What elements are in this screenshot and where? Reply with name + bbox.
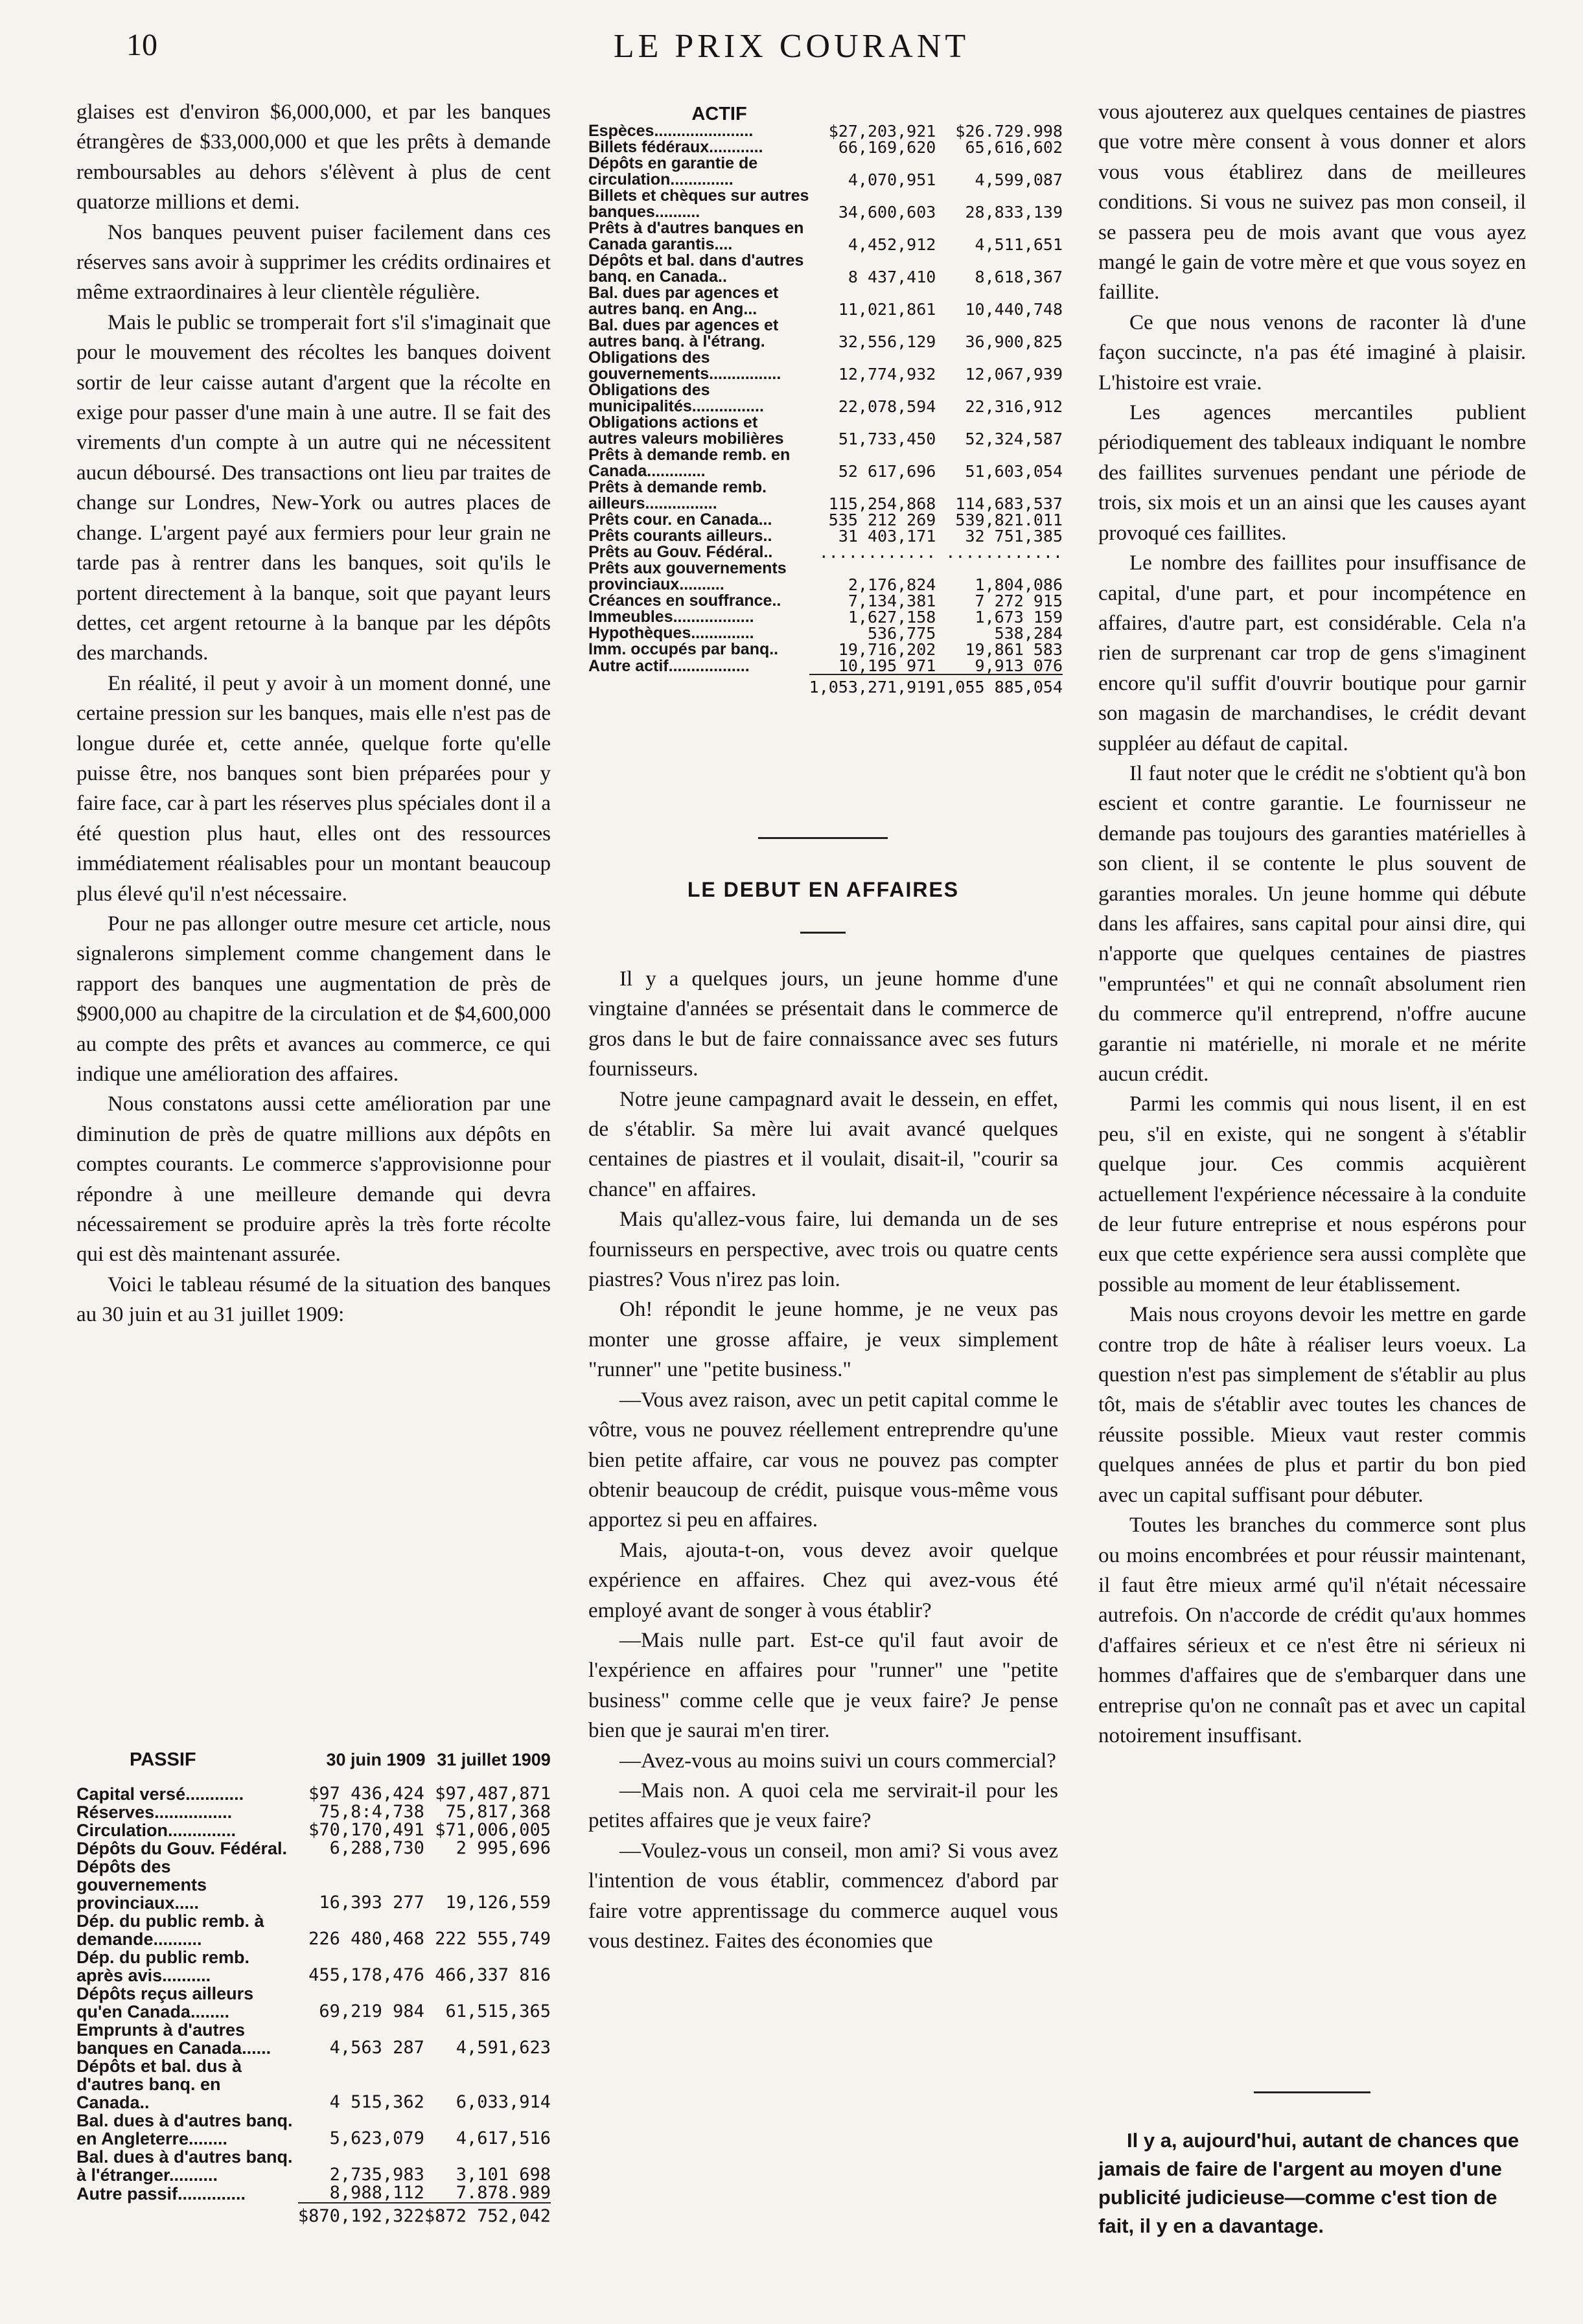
row-value-2: 8,618,367: [975, 268, 1063, 286]
paragraph: Voici le tableau résumé de la situation des banques au 30 juin et au 31 juillet 1909:: [76, 1272, 551, 1327]
table-row: [76, 1858, 551, 1912]
passif-col-1-header: 30 juin 1909: [326, 1750, 426, 1769]
row-value-2: 28,833,139: [965, 203, 1063, 222]
row-value-2: 7.878.989: [456, 2183, 551, 2203]
row-label: Dépôts et bal. dans d'autres banq. en Canada..: [588, 251, 804, 286]
row-value-1: 4 515,362: [329, 2092, 424, 2112]
row-value-1: 2,176,824: [848, 575, 936, 594]
row-value-2: 61,515,365: [445, 2001, 551, 2021]
row-label: Bal. dues à d'autres banq. en Angleterre........: [76, 2111, 293, 2148]
table-row: [76, 1985, 551, 2021]
row-label: Bal. dues par agences et autres banq. à l'étrang.: [588, 316, 779, 351]
row-value-2: 22,316,912: [965, 397, 1063, 416]
paragraph: Toutes les branches du commerce sont plus ou moins encombrées et pour réussir maintenant, il faut être mieux armé qu'il n'était nécessaire autrefois. On n'accorde de crédit qu'aux hommes d'affaires sérieux et ce n'est être ni sérieux ni hommes d'affaires que de s'embarquer dans une entreprise qu'on ne connaît pas et avec un capital notoirement insuffisant.: [1098, 1513, 1526, 1747]
table-row: [588, 382, 1063, 415]
total-value-2: 1,055 885,054: [936, 674, 1063, 695]
row-value-1: 19,716,202: [838, 640, 936, 659]
row-value-1: 11,021,861: [838, 300, 936, 319]
row-value-2: 4,511,651: [975, 235, 1063, 254]
column-left: [76, 97, 551, 1330]
paragraph: Mais nous croyons devoir les mettre en garde contre trop de hâte à réaliser leurs voeux. La question n'est pas simplement de s'établir au plus tôt, mais de s'établir avec toutes les chances de réussite possible. Mieux vaut rester commis quelques années de plus et partir du bon pied avec un capital suffisant pour débuter.: [1098, 1303, 1526, 1507]
paragraph: —Mais non. A quoi cela me servirait-il pour les petites affaires que je veux faire?: [588, 1778, 1058, 1833]
row-value-1: 22,078,594: [838, 397, 936, 416]
table-row: [588, 658, 1063, 674]
row-value-1: 69,219 984: [319, 2001, 424, 2021]
paragraph: Oh! répondit le jeune homme, je ne veux pas monter une grosse affaire, je veux simplement "runner" une "petite business.": [588, 1298, 1058, 1382]
divider: [800, 932, 846, 934]
column-right: [1098, 97, 1526, 1751]
table-row: [588, 415, 1063, 447]
row-value-1: 4,070,951: [848, 170, 936, 189]
table-row: [588, 512, 1063, 528]
row-value-1: 12,774,932: [838, 365, 936, 384]
table-row: [76, 2184, 551, 2203]
paragraph: Mais le public se tromperait fort s'il s'imaginait que pour le mouvement des récoltes les banques doivent sortir de leur caisse autant d'argent que la récolte en exige pour passer d'une main à une autre. Il se fait des virements d'un compte à un autre qui ne nécessitent aucun déboursé. Des transactions ont lieu par traites de change sur Londres, New-York ou autres places de change. L'argent payé aux fermiers pour leur grain ne tarde pas à rentrer dans les banques, soit qu'ils le portent directement à la banque, soit que payant leurs dettes, cet argent retourne à la banque par les dépôts des marchands.: [76, 310, 551, 665]
row-value-1: 51,733,450: [838, 430, 936, 448]
row-label: Billets et chèques sur autres banques..........: [588, 187, 809, 221]
table-row: [588, 528, 1063, 544]
table-row: [588, 544, 1063, 560]
table-row: [588, 560, 1063, 593]
row-value-2: 4,599,087: [975, 170, 1063, 189]
table-row: [76, 2111, 551, 2148]
row-value-2: 4,617,516: [456, 2128, 551, 2148]
row-value-2: 75,817,368: [445, 1802, 551, 1822]
row-label: Dép. du public remb. à demande..........: [76, 1911, 264, 1949]
row-value-1: 5,623,079: [329, 2128, 424, 2148]
page-title: LE PRIX COURANT: [613, 28, 970, 65]
row-value-2: 9,913 076: [975, 656, 1063, 675]
table-row: [76, 1839, 551, 1858]
paragraph: Les agences mercantiles publient périodiquement des tableaux indiquant le nombre des faillites survenues pendant une période de trois, six mois et un an ainsi que les causes ayant provoqué ces faillites.: [1098, 401, 1526, 545]
table-row: [588, 220, 1063, 253]
paragraph: vous ajouterez aux quelques centaines de piastres que votre mère consent à vous donner et alors vous vous établirez dans de meilleures conditions. Si vous ne suivez pas mon conseil, il se passera peu de mois avant que vous ayez mangé le gain de votre mère et que vous soyez en faillite.: [1098, 100, 1526, 305]
row-value-1: 7,134,381: [848, 592, 936, 610]
divider: [758, 837, 888, 839]
row-label: Immeubles..................: [588, 608, 754, 626]
row-value-1: 2,735,983: [329, 2165, 424, 2185]
table-row: [588, 123, 1063, 139]
table-row: [588, 625, 1063, 641]
paragraph: Notre jeune campagnard avait le dessein, en effet, de s'établir. Sa mère lui avait avancé quelques centaines de piastres et il voulait, disait-il, "courir sa chance" en affaires.: [588, 1087, 1058, 1201]
paragraph: Il y a quelques jours, un jeune homme d'une vingtaine d'années se présentait dans le commerce de gros dans le but de faire connaissance avec ses futurs fournisseurs.: [588, 967, 1058, 1081]
row-label: Bal. dues par agences et autres banq. en Ang...: [588, 284, 779, 318]
row-value-2: 19,126,559: [445, 1893, 551, 1913]
row-value-2: 1,673 159: [975, 608, 1063, 627]
row-value-1: 4,452,912: [848, 235, 936, 254]
paragraph: Pour ne pas allonger outre mesure cet article, nous signalerons simplement comme changement dans le rapport des banques une augmentation de près de $900,000 au chapitre de la circulation et de $4,600,000 au compte des prêts et avances au commerce, ce qui indique une amélioration des affaires.: [76, 912, 551, 1086]
row-label: Obligations des municipalités................: [588, 381, 764, 415]
row-value-1: 6,288,730: [329, 1838, 424, 1858]
row-value-2: $26.729.998: [955, 122, 1063, 141]
article-heading: LE DEBUT EN AFFAIRES: [687, 878, 960, 901]
row-label: Capital versé............: [76, 1784, 244, 1804]
row-value-2: 51,603,054: [965, 462, 1063, 481]
page-number: 10: [126, 28, 157, 62]
row-label: Prêts aux gouvernements provinciaux..........: [588, 559, 787, 593]
row-value-1: 10,195 971: [838, 656, 936, 675]
table-total-row: [588, 674, 1063, 695]
table-row: [76, 1912, 551, 1948]
row-value-2: 12,067,939: [965, 365, 1063, 384]
table-row: [588, 479, 1063, 512]
row-label: Dép. du public remb. après avis..........: [76, 1948, 250, 1985]
row-value-2: $97,487,871: [435, 1784, 551, 1804]
row-value-2: 36,900,825: [965, 332, 1063, 351]
passif-title: PASSIF: [130, 1749, 196, 1770]
advertisement-notice: [1098, 2126, 1526, 2240]
row-value-1: ............: [818, 543, 936, 562]
total-label-spacer: [76, 2203, 298, 2226]
row-value-1: 536,775: [867, 624, 936, 643]
row-value-2: 32 751,385: [965, 527, 1063, 546]
table-row: [588, 317, 1063, 350]
row-value-1: 75,8:4,738: [319, 1802, 424, 1822]
paragraph: Mais, ajouta-t-on, vous devez avoir quelque expérience en affaires. Chez qui avez-vous été employé avant de songer à vous établir?: [588, 1538, 1058, 1622]
row-label: Dépôts des gouvernements provinciaux.....: [76, 1857, 207, 1913]
row-label: Prêts à d'autres banques en Canada garantis....: [588, 219, 804, 253]
paragraph: Il faut noter que le crédit ne s'obtient qu'à bon escient et contre garantie. Le fournisseur ne demande pas toujours des garanties matérielles à son client, il se contente le plus souvent de garanties morales. Un jeune homme qui débute dans les affaires, sans capital pour ainsi dire, qui n'apporte que quelques centaines de piastres "empruntées" et qui ne connaît absolument rien du commerce qu'il entreprend, n'offre aucune garantie ni matérielle, ni morale et ne mérite aucun crédit.: [1098, 761, 1526, 1086]
closing-text: Il y a, aujourd'hui, autant de chances que jamais de faire de l'argent au moyen d'une publicité judicieuse—comme c'est tion de fait, il y en a davantage.: [1098, 2129, 1519, 2237]
row-value-1: 16,393 277: [319, 1893, 424, 1913]
paragraph: glaises est d'environ $6,000,000, et par les banques étrangères de $33,000,000 et que les prêts à demande remboursables au dehors s'élèvent à plus de cent quatorze millions et demi.: [76, 100, 551, 214]
row-value-1: 32,556,129: [838, 332, 936, 351]
row-value-1: $27,203,921: [828, 122, 936, 141]
row-value-1: 52 617,696: [838, 462, 936, 481]
row-label: Créances en souffrance..: [588, 592, 781, 610]
row-label: Prêts au Gouv. Fédéral..: [588, 543, 773, 561]
row-value-1: 66,169,620: [838, 138, 936, 157]
row-label: Dépôts et bal. dus à d'autres banq. en Canada..: [76, 2056, 242, 2112]
total-label-spacer: [588, 674, 809, 695]
row-label: Hypothèques..............: [588, 624, 754, 642]
actif-table: [588, 123, 1063, 695]
paragraph: —Avez-vous au moins suivi un cours commercial?: [619, 1749, 1056, 1773]
table-row: [588, 285, 1063, 317]
row-label: Autre actif..................: [588, 657, 750, 675]
passif-table: [76, 1785, 551, 2226]
row-value-1: 8,988,112: [329, 2183, 424, 2203]
table-row: [76, 1948, 551, 1985]
row-label: Billets fédéraux............: [588, 138, 763, 156]
row-label: Emprunts à d'autres banques en Canada......: [76, 2020, 272, 2058]
column-middle-article: [588, 964, 1058, 1956]
row-value-2: 10,440,748: [965, 300, 1063, 319]
row-value-1: 4,563 287: [329, 2038, 424, 2058]
row-value-2: 19,861 583: [965, 640, 1063, 659]
row-value-2: 6,033,914: [456, 2092, 551, 2112]
table-row: [76, 1821, 551, 1839]
row-label: Prêts à demande remb. ailleurs................: [588, 478, 767, 512]
table-row: [76, 2148, 551, 2184]
paragraph: Nos banques peuvent puiser facilement dans ces réserves sans avoir à supprimer les crédits ordinaires et même extraordinaires à leur clientèle régulière.: [76, 220, 551, 305]
row-value-2: 4,591,623: [456, 2038, 551, 2058]
row-label: Espèces......................: [588, 122, 754, 140]
row-value-2: 65,616,602: [965, 138, 1063, 157]
table-row: [76, 2057, 551, 2111]
row-label: Imm. occupés par banq..: [588, 640, 779, 658]
table-row: [588, 188, 1063, 220]
row-label: Obligations actions et autres valeurs mobilières: [588, 413, 784, 448]
table-row: [76, 1785, 551, 1803]
row-label: Obligations des gouvernements................: [588, 349, 781, 383]
table-row: [588, 447, 1063, 479]
table-row: [588, 609, 1063, 625]
table-row: [588, 253, 1063, 285]
row-label: Bal. dues à d'autres banq. à l'étranger..........: [76, 2147, 293, 2185]
row-value-2: 222 555,749: [435, 1929, 551, 1949]
row-value-2: 7 272 915: [975, 592, 1063, 610]
row-label: Prêts à demande remb. en Canada.............: [588, 446, 791, 480]
paragraph: Nous constatons aussi cette amélioration par une diminution de près de quatre millions aux dépôts en comptes courants. Le commerce s'approvisionne pour répondre à une meilleure demande qui devra nécessairement se produire après la très forte récolte qui est dès maintenant assurée.: [76, 1092, 551, 1267]
table-row: [588, 350, 1063, 382]
paragraph: Ce que nous venons de raconter là d'une façon succincte, n'a pas été imaginé à plaisir. L'histoire est vraie.: [1098, 310, 1526, 395]
table-total-row: [76, 2203, 551, 2226]
row-value-2: 1,804,086: [975, 575, 1063, 594]
row-value-2: 2 995,696: [456, 1838, 551, 1858]
paragraph: —Mais nulle part. Est-ce qu'il faut avoir de l'expérience en affaires pour "runner" une "petite business" comme celle que je veux faire? Je pense bien que je saurai m'en tirer.: [588, 1628, 1058, 1743]
paragraph: Parmi les commis qui nous lisent, il en est peu, s'il en existe, qui ne songent à s'établir quelque jour. Ces commis acquièrent actuellement l'expérience nécessaire à la conduite de leur future entreprise et nous espérons pour eux que cette expérience sera aussi complète que possible au moment de leur établissement.: [1098, 1092, 1526, 1296]
table-row: [76, 1803, 551, 1821]
row-value-2: 538,284: [994, 624, 1063, 643]
row-label: Dépôts du Gouv. Fédéral.: [76, 1839, 288, 1858]
paragraph: Le nombre des faillites pour insuffisance de capital, d'une part, et pour incompétence en affaires, d'autre part, est considérable. Cela n'a rien de surprenant car trop de gens s'imaginent encore qu'il suffit d'ouvrir boutique pour garnir son magasin de marchandises, le crédit devant suppléer au défaut de capital.: [1098, 551, 1526, 755]
row-value-2: 466,337 816: [435, 1965, 551, 1985]
actif-title: ACTIF: [691, 104, 747, 124]
total-value-1: $870,192,322: [298, 2203, 424, 2226]
row-value-1: 455,178,476: [308, 1965, 424, 1985]
row-value-1: 34,600,603: [838, 203, 936, 222]
row-value-2: 539,821.011: [955, 511, 1063, 529]
row-label: Réserves................: [76, 1802, 233, 1822]
table-row: [588, 155, 1063, 188]
row-value-2: $71,006,005: [435, 1820, 551, 1840]
paragraph: Mais qu'allez-vous faire, lui demanda un de ses fournisseurs en perspective, avec trois ou quatre cents piastres? Vous n'irez pas loin.: [588, 1208, 1058, 1292]
total-value-1: 1,053,271,919: [809, 674, 936, 695]
row-value-2: 3,101 698: [456, 2165, 551, 2185]
row-label: Circulation..............: [76, 1821, 237, 1840]
table-row: [588, 139, 1063, 155]
table-row: [588, 593, 1063, 609]
row-label: Prêts courants ailleurs..: [588, 527, 772, 545]
passif-col-2-header: 31 juillet 1909: [437, 1750, 551, 1769]
row-value-1: 1,627,158: [848, 608, 936, 627]
table-row: [588, 641, 1063, 658]
row-value-1: 8 437,410: [848, 268, 936, 286]
paragraph: En réalité, il peut y avoir à un moment donné, une certaine pression sur les banques, mais elle n'est pas de longue durée et, cette année, quelque forte qu'elle puisse être, nos banques sont bien préparées pour y faire face, car à part les réserves plus spéciales dont il a été question plus haut, elles ont des ressources immédiatement réalisables pour un montant beaucoup plus élevé qu'il n'est nécessaire.: [76, 671, 551, 906]
table-row: [76, 2021, 551, 2057]
row-value-2: 114,683,537: [955, 494, 1063, 513]
total-value-2: $872 752,042: [424, 2203, 551, 2226]
row-value-2: 52,324,587: [965, 430, 1063, 448]
row-label: Autre passif..............: [76, 2184, 246, 2203]
row-value-2: ............: [945, 543, 1063, 562]
divider: [1254, 2091, 1370, 2093]
row-value-1: 226 480,468: [308, 1929, 424, 1949]
row-label: Dépôts en garantie de circulation..............: [588, 154, 758, 189]
row-value-1: 31 403,171: [838, 527, 936, 546]
row-label: Dépôts reçus ailleurs qu'en Canada........: [76, 1984, 254, 2021]
row-value-1: $97 436,424: [308, 1784, 424, 1804]
row-value-1: 535 212 269: [828, 511, 936, 529]
paragraph: —Voulez-vous un conseil, mon ami? Si vous avez l'intention de vous établir, commencez d'abord par faire votre apprentissage du commerce auquel vous vous destinez. Faites des économies que: [588, 1839, 1058, 1953]
row-value-1: 115,254,868: [828, 494, 936, 513]
paragraph: —Vous avez raison, avec un petit capital comme le vôtre, vous ne pouvez réellement entreprendre qu'une bien petite affaire, car vous ne pouvez pas compter obtenir beaucoup de crédit, puisque vous-même vous apportez si peu en affaires.: [588, 1388, 1058, 1532]
row-value-1: $70,170,491: [308, 1820, 424, 1840]
row-label: Prêts cour. en Canada...: [588, 511, 772, 529]
